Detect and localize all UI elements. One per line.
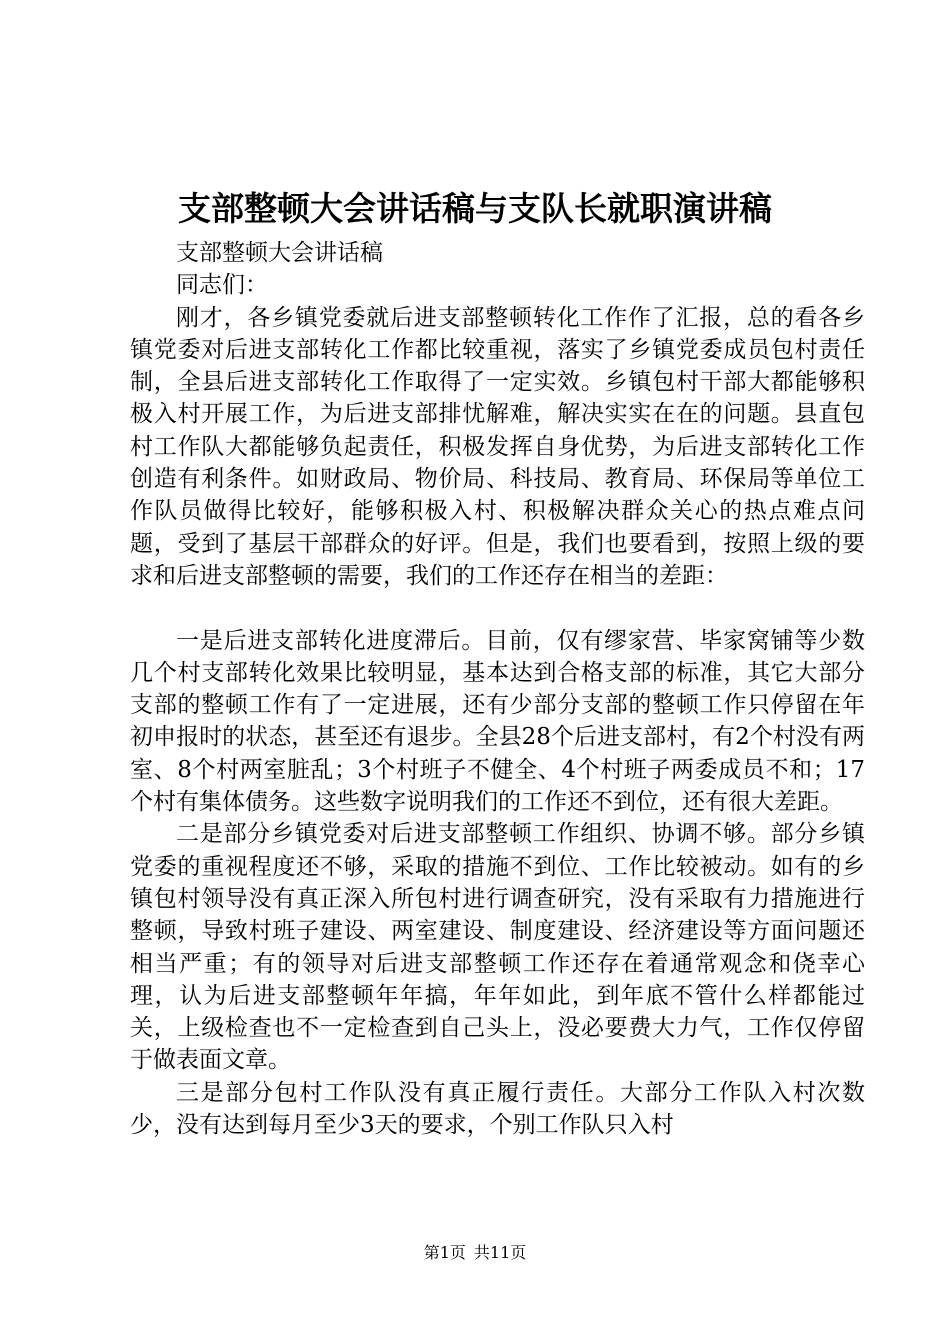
page-total: 共11页	[473, 1243, 527, 1262]
document-body	[130, 237, 865, 1141]
paragraph: 刚才，各乡镇党委就后进支部整顿转化工作作了汇报，总的看各乡镇党委对后进支部转化工作都比较重视，落实了乡镇党委成员包村责任制，全县后进支部转化工作取得了一定实效。乡镇包村干部大都能够积极入村开展工作，为后进支部排忧解难，解决实实在在的问题。县直包村工作队大都能够负起责任，积极发挥自身优势，为后进支部转化工作创造有利条件。如财政局、物价局、科技局、教育局、环保局等单位工作队员做得比较好，能够积极入村、积极解决群众关心的热点难点问题，受到了基层干部群众的好评。但是，我们也要看到，按照上级的要求和后进支部整顿的需要，我们的工作还存在相当的差距：	[130, 304, 865, 589]
page-number: 第1页	[423, 1243, 466, 1262]
subtitle: 支部整顿大会讲话稿	[176, 240, 383, 266]
document-title: 支部整顿大会讲话稿与支队长就职演讲稿	[178, 189, 772, 228]
paragraph: 三是部分包村工作队没有真正履行责任。大部分工作队入村次数少，没有达到每月至少3天的要求，个别工作队只入村	[130, 1079, 865, 1139]
paragraph: 二是部分乡镇党委对后进支部整顿工作组织、协调不够。部分乡镇党委的重视程度还不够，采取的措施不到位、工作比较被动。如有的乡镇包村领导没有真正深入所包村进行调查研究，没有采取有力措施进行整顿，导致村班子建设、两室建设、制度建设、经济建设等方面问题还相当严重；有的领导对后进支部整顿工作还存在着通常观念和侥幸心理，认为后进支部整顿年年搞，年年如此，到年底不管什么样都能过关，上级检查也不一定检查到自己头上，没必要费大力气，工作仅停留于做表面文章。	[130, 821, 865, 1074]
salutation: 同志们：	[176, 272, 268, 299]
paragraph: 一是后进支部转化进度滞后。目前，仅有缪家营、毕家窝铺等少数几个村支部转化效果比较明显，基本达到合格支部的标准，其它大部分支部的整顿工作有了一定进展，还有少部分支部的整顿工作只停留在年初申报时的状态，甚至还有退步。全县28个后进支部村，有2个村没有两室、8个村两室脏乱；3个村班子不健全、4个村班子两委成员不和；17个村有集体债务。这些数字说明我们的工作还不到位，还有很大差距。	[130, 627, 865, 816]
page-footer	[0, 1241, 950, 1265]
